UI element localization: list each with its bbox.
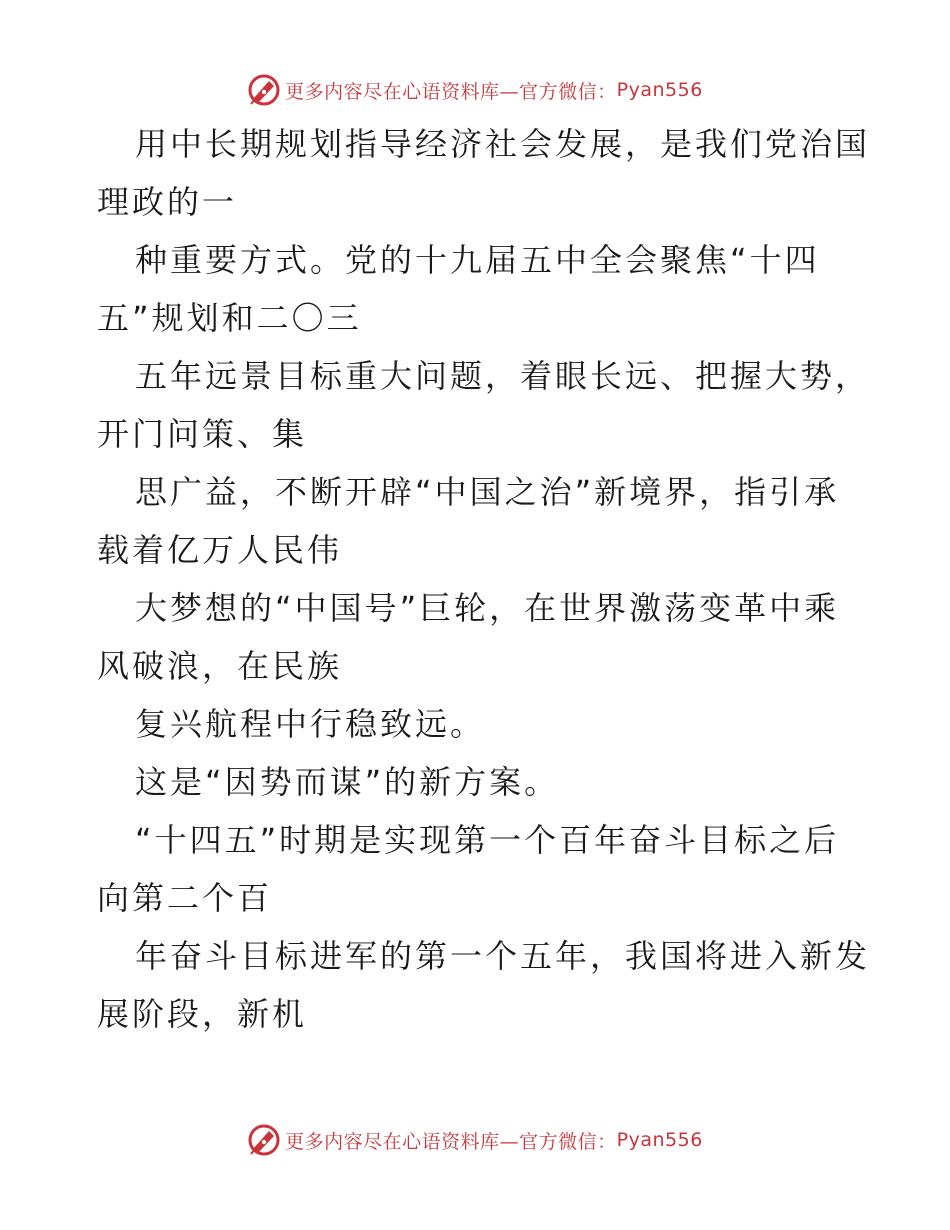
pen-nib-logo-icon xyxy=(247,73,281,107)
paragraph xyxy=(97,231,857,347)
paragraph-line: 思广益，不断开辟“中国之治”新境界，指引承 xyxy=(135,473,840,511)
footer-banner-text: 更多内容尽在心语资料库—官方微信： xyxy=(285,1130,617,1153)
paragraph-line: 载着亿万人民伟 xyxy=(97,531,343,569)
footer-banner xyxy=(0,1120,950,1160)
paragraph xyxy=(97,579,857,695)
paragraph-line: 五年远景目标重大问题，着眼长远、把握大势， xyxy=(135,357,871,395)
paragraph xyxy=(97,811,857,927)
paragraph-line: 种重要方式。党的十九届五中全会聚焦“十四 xyxy=(135,241,820,279)
paragraph-line: 年奋斗目标进军的第一个五年，我国将进入新发 xyxy=(135,937,871,975)
paragraph-line: 用中长期规划指导经济社会发展，是我们党治国 xyxy=(135,125,871,163)
paragraph-line: 这是“因势而谋”的新方案。 xyxy=(135,763,560,801)
paragraph-line: 风破浪，在民族 xyxy=(97,647,343,685)
paragraph-line: “十四五”时期是实现第一个百年奋斗目标之后 xyxy=(135,821,840,859)
paragraph xyxy=(97,463,857,579)
paragraph-line: 开门问策、集 xyxy=(97,415,308,453)
paragraph-line: 展阶段，新机 xyxy=(97,995,308,1033)
paragraph-line: 五”规划和二〇三 xyxy=(97,299,362,337)
paragraph xyxy=(97,927,871,1043)
footer-banner-wechat: Pyan556 xyxy=(616,1129,703,1151)
paragraph xyxy=(97,695,857,753)
paragraph-line: 复兴航程中行稳致远。 xyxy=(135,705,486,743)
header-banner xyxy=(0,70,950,110)
paragraph xyxy=(97,753,857,811)
paragraph-line: 大梦想的“中国号”巨轮，在世界激荡变革中乘 xyxy=(135,589,840,627)
paragraph xyxy=(97,347,871,463)
pen-nib-logo-icon xyxy=(247,1123,281,1157)
paragraph-line: 理政的一 xyxy=(97,183,238,221)
paragraph xyxy=(97,115,871,231)
header-banner-text: 更多内容尽在心语资料库—官方微信： xyxy=(285,80,617,103)
paragraph-line: 向第二个百 xyxy=(97,879,273,917)
header-banner-wechat: Pyan556 xyxy=(616,79,703,101)
